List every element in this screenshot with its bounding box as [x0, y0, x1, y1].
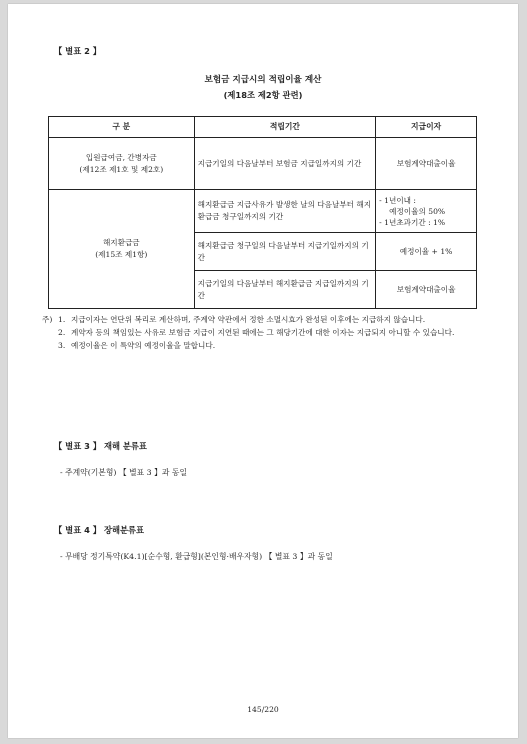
- appendix4-line: - 무배당 정기특약(K4.1)[순수형, 환급형](본인형·배우자형) 【 별표 3 】과 동일: [60, 552, 333, 561]
- row2-category-line1: 해지환급금: [102, 238, 140, 248]
- row1-category: [49, 138, 195, 190]
- row2-sub3-interest: 보험계약대출이율: [376, 271, 477, 309]
- interest-table: [48, 116, 477, 309]
- row2-sub2-interest: 예정이율 + 1%: [376, 233, 477, 271]
- row1-interest: 보험계약대출이율: [376, 138, 477, 190]
- note-text: 지급이자는 연단위 복리로 계산하며, 주계약 약관에서 정한 소멸시효가 완성된 이후에는 지급하지 않습니다.: [71, 315, 426, 324]
- row1-period-text: 지급기일의 다음날부터 보험금 지급일까지의 기간: [197, 158, 362, 168]
- note-item: [42, 313, 488, 326]
- header-interest: 지급이자: [376, 117, 477, 138]
- note-text: 계약자 등의 책임있는 사유로 보험금 지급이 지연된 때에는 그 해당기간에 대한 이자는 지급되지 아니할 수 있습니다.: [71, 328, 455, 337]
- header-period: 적립기간: [194, 117, 376, 138]
- sub1-interest-line2: 예정이율의 50%: [389, 206, 446, 216]
- row2-category: [49, 190, 195, 309]
- note-number: 2.: [58, 328, 66, 337]
- row2-sub1-period: 해지환급금 지급사유가 발생한 날의 다음날부터 해지환급금 청구일까지의 기간: [194, 190, 376, 233]
- table-row: [49, 190, 477, 233]
- page-number: 145/220: [247, 705, 279, 714]
- appendix2-header: 【 별표 2 】: [54, 46, 102, 56]
- note-item: [42, 326, 488, 339]
- appendix3-line: - 주계약(기본형) 【 별표 3 】과 동일: [60, 468, 187, 477]
- table-title: 보험금 지급시의 적립이율 계산: [204, 75, 322, 85]
- note-number: 3.: [58, 341, 66, 350]
- row1-period: [194, 138, 376, 190]
- note-text: 예정이율은 이 특약의 예정이율을 말합니다.: [71, 341, 216, 350]
- sub1-interest-line3: - 1년초과기간 : 1%: [379, 217, 446, 227]
- row2-sub3-period: 지급기일의 다음날부터 해지환급금 지급일까지의 기간: [194, 271, 376, 309]
- table-notes: [42, 313, 488, 352]
- table-header-row: [49, 117, 477, 138]
- note-item: [42, 339, 488, 352]
- appendix3-header: 【 별표 3 】 재해 분류표: [54, 441, 147, 451]
- document-page: [8, 4, 518, 738]
- notes-prefix: 주): [42, 315, 53, 324]
- table-row: [49, 138, 477, 190]
- row2-sub2-period: 해지환급금 청구일의 다음날부터 지급기일까지의 기간: [194, 233, 376, 271]
- row2-category-line2: (제15조 제1항): [95, 250, 148, 259]
- row2-sub1-interest: [376, 190, 477, 233]
- note-number: 1.: [58, 315, 66, 324]
- header-category: 구 분: [49, 117, 195, 138]
- sub1-interest-line1: - 1년이내 :: [379, 195, 416, 205]
- row1-category-line2: (제12조 제1호 및 제2호): [79, 164, 164, 174]
- table-subtitle: (제18조 제2항 관련): [223, 90, 303, 100]
- row1-category-line1: 입원급여금, 간병자금: [85, 152, 157, 162]
- appendix4-header: 【 별표 4 】 장해분류표: [54, 525, 145, 535]
